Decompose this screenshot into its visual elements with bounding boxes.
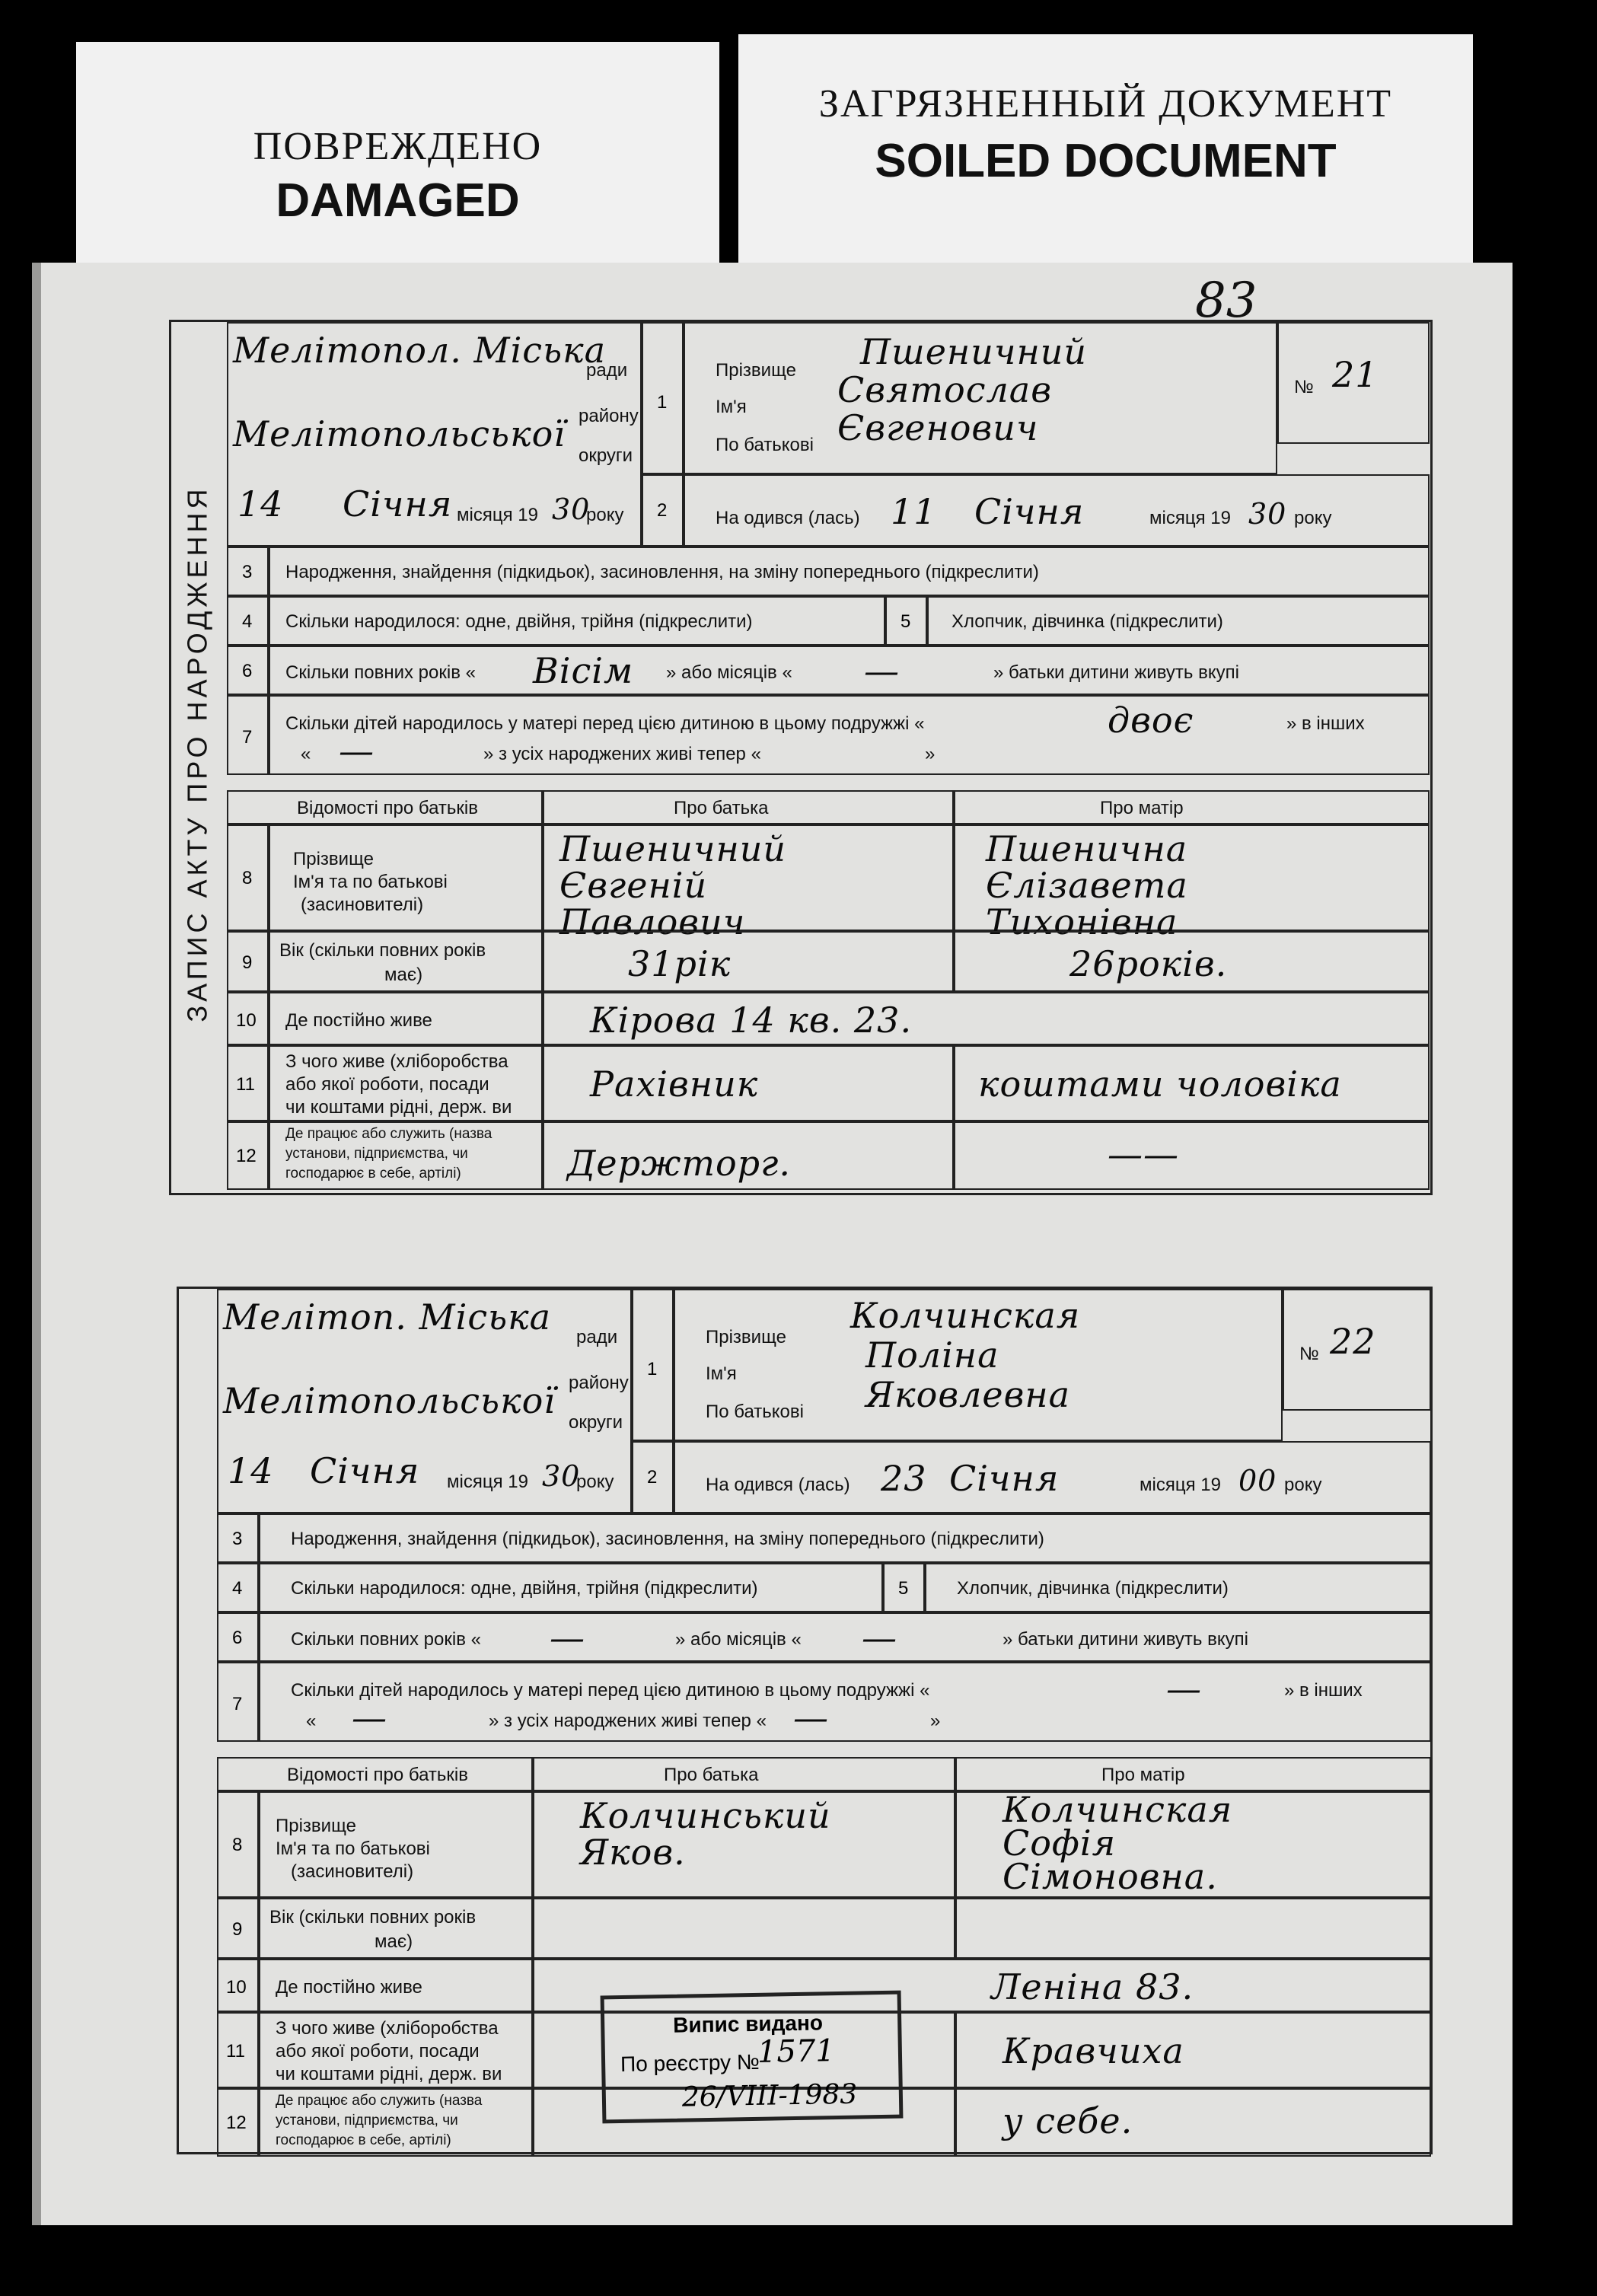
row-11-label-b: або якої роботи, посади	[276, 2041, 480, 2062]
row-10-label: Де постійно живе	[285, 1010, 432, 1031]
rada-label: ради	[586, 360, 628, 381]
mother-age: 26років.	[1069, 943, 1228, 984]
reg-month: Січня	[343, 483, 453, 525]
row-11-label-c: чи коштами рідні, держ. ви	[285, 1097, 512, 1118]
row-11-label-a: З чого живе (хліборобства	[276, 2018, 499, 2039]
father-header: Про батька	[664, 1765, 759, 1785]
row-11-label-b: або якої роботи, посади	[285, 1074, 489, 1095]
surname-label: Прізвище	[716, 360, 796, 381]
father-employer: Держторг.	[567, 1143, 791, 1184]
row-10-label: Де постійно живе	[276, 1977, 422, 1998]
child-name: Святослав	[837, 369, 1052, 410]
record-number-box	[1283, 1289, 1431, 1411]
okrug-value: Мелітопольської	[233, 413, 566, 454]
birth-year: 30	[1248, 497, 1287, 531]
row-4	[259, 1563, 883, 1612]
children-alive: —	[793, 1697, 829, 1738]
years-together: Вісім	[533, 650, 634, 691]
row-7-text-d: » з усіх народжених живі тепер «	[489, 1711, 767, 1731]
birth-roku-label: року	[1294, 508, 1332, 528]
reg-month: Січня	[310, 1450, 420, 1491]
row-7-text-b: » в інших	[1286, 713, 1365, 734]
name-label: Ім'я	[716, 397, 747, 417]
stamp-date: 26/VIII-1983	[681, 2078, 858, 2113]
row-9-label-a: Вік (скільки повних років	[269, 1907, 477, 1928]
birth-record-1: Мелітопол. Міська ради району Мелітопольської округи 14 Січня місяця 19 30 року 1 2 Прізвище Пшеничний Ім'я Святослав По батькові Євгенович № 21 На одився (лась) 11 Січня місяця 19 30 року 3 Народження, знайдення (підкидьок), засиновлення, на зміну попереднього (підкреслити) 4 Скільки народилося: одне, двійня, трійня (підкреслити) 5 Хлопчик, дівчинка (підкреслити) 6 Скільки повних років « Вісім » або місяців « — » батьки дитини живуть вкупі 7 Скільки дітей народилось у матері перед цією дитиною в цьому подружжі « двоє » в інших « — » з усіх народжених живі тепер « » Відомості про батьків Про батька Про матір 8 Прізвище Ім'я та по батькові (засиновителі) Пшеничний Євгеній Павлович Пшенична Єлізавета Тихонівна 9 Вік (скільки повних років має) 31рік 26років. 10 Де постійно живе Кірова 14 кв. 23. 11 З чого живе (хліборобства або якої роботи, посади чи коштами рідні, держ. ви Рахівник коштами чоловіка 12 Де працює або служить (назва установи, підприємства, чи господарює в себе, артілі) Держторг. ——	[169, 320, 1433, 1195]
soiled-label	[738, 34, 1473, 263]
row-11-label-c: чи коштами рідні, держ. ви	[276, 2064, 502, 2084]
stamp-line-2: По реєстру №	[620, 2049, 760, 2077]
residence: Кірова 14 кв. 23.	[590, 1000, 913, 1041]
birth-month-label: місяця 19	[1140, 1475, 1221, 1495]
okrug-label: округи	[569, 1412, 623, 1433]
place-value: Мелітопол. Міська	[233, 330, 607, 371]
row-12-label-b: установи, підприємства, чи	[285, 1146, 468, 1162]
row-7-text-d: » з усіх народжених живі тепер «	[483, 744, 761, 764]
birth-month-label: місяця 19	[1149, 508, 1231, 528]
father-name: Колчинський Яков.	[580, 1795, 831, 1873]
okrug-value: Мелітопольської	[223, 1380, 556, 1421]
row-7-text-a: Скільки дітей народилось у матері перед цією дитиною в цьому подружжі «	[285, 713, 925, 734]
father-age: 31рік	[628, 943, 732, 984]
row-6-text-c: » батьки дитини живуть вкупі	[993, 662, 1239, 683]
row-12-label-c: господарює в себе, артілі)	[276, 2132, 451, 2148]
row-9-label-a: Вік (скільки повних років	[279, 940, 486, 961]
mother-header: Про матір	[1100, 798, 1184, 818]
row-9-label-b: має)	[384, 965, 423, 985]
row-7	[269, 695, 1430, 775]
roku-label: року	[586, 505, 624, 525]
okrug-label: округи	[579, 445, 633, 466]
reg-day: 14	[237, 483, 284, 525]
row-9-label-b: має)	[375, 1931, 413, 1952]
residence: Леніна 83.	[991, 1966, 1194, 2007]
side-title-text: ЗАПИС АКТУ ПРО НАРОДЖЕННЯ	[182, 485, 213, 1022]
children-other: —	[352, 1697, 387, 1738]
row-4	[269, 596, 885, 646]
row-7-text-c: «	[301, 744, 311, 764]
rada-label: ради	[576, 1327, 618, 1347]
row-4-text: Скільки народилося: одне, двійня, трійня (підкреслити)	[291, 1578, 758, 1599]
record-number-box	[1277, 322, 1430, 444]
mother-employer: ——	[1108, 1134, 1179, 1175]
mother-work: коштами чоловіка	[978, 1063, 1342, 1105]
row-8-label-b: Ім'я та по батькові	[293, 872, 448, 892]
mother-name: Колчинская Софія Сімоновна.	[1003, 1789, 1233, 1897]
father-name: Пшеничний Євгеній Павлович	[559, 828, 787, 942]
row-5	[927, 596, 1430, 646]
parents-header: Відомості про батьків	[297, 798, 478, 818]
row-3	[269, 547, 1430, 596]
row-12-label-a: Де працює або служить (назва	[285, 1126, 492, 1142]
damaged-label	[76, 42, 719, 270]
reg-month-label: місяця 19	[447, 1472, 528, 1492]
row-8-label-a: Прізвище	[293, 849, 374, 869]
mother-name: Пшенична Єлізавета Тихонівна	[986, 828, 1188, 942]
row-3-text: Народження, знайдення (підкидьок), засиновлення, на зміну попереднього (підкреслити)	[291, 1529, 1044, 1549]
surname-label: Прізвище	[706, 1327, 786, 1347]
row-8-label-c: (засиновителі)	[301, 894, 424, 915]
stamp-line-1: Випис видано	[672, 2011, 824, 2037]
birth-year: 00	[1238, 1464, 1277, 1497]
father-header: Про батька	[674, 798, 769, 818]
father-work: Рахівник	[590, 1063, 759, 1105]
row-6-text-a: Скільки повних років «	[285, 662, 476, 683]
roku-label: року	[576, 1472, 614, 1492]
record-number: 21	[1332, 354, 1379, 395]
row-5	[925, 1563, 1431, 1612]
row-8-label-c: (засиновителі)	[291, 1861, 414, 1882]
birth-day: 11	[891, 491, 937, 532]
no-label: №	[1299, 1344, 1319, 1364]
row-3	[259, 1513, 1431, 1563]
row-8-label-b: Ім'я та по батькові	[276, 1838, 430, 1859]
row-6	[269, 646, 1430, 695]
patronymic-label: По батькові	[716, 435, 814, 455]
row-12-label-c: господарює в себе, артілі)	[285, 1166, 461, 1181]
soiled-label-ru: ЗАГРЯЗНЕННЫЙ ДОКУМЕНТ	[818, 82, 1393, 126]
child-patronymic: Яковлевна	[865, 1374, 1071, 1415]
row-5-text: Хлопчик, дівчинка (підкреслити)	[957, 1578, 1229, 1599]
archive-stamp	[601, 1991, 904, 2124]
born-label: На одився (лась)	[716, 508, 860, 528]
row-6	[259, 1612, 1431, 1662]
row-6-text-b: » або місяців «	[666, 662, 792, 683]
children-before: —	[1166, 1668, 1202, 1709]
years-together: —	[550, 1617, 585, 1658]
name-label: Ім'я	[706, 1363, 737, 1384]
row-12-label-a: Де працює або служить (назва	[276, 2093, 483, 2109]
parents-header: Відомості про батьків	[287, 1765, 468, 1785]
months-together: —	[862, 1617, 897, 1658]
birth-month: Січня	[949, 1458, 1060, 1499]
row-7-text-e: »	[925, 744, 936, 764]
mother-work: Кравчиха	[1003, 2030, 1184, 2071]
row-6-text-c: » батьки дитини живуть вкупі	[1003, 1629, 1248, 1650]
children-other: —	[339, 730, 375, 771]
child-patronymic: Євгенович	[837, 407, 1039, 448]
no-label: №	[1294, 377, 1314, 397]
raion-label: району	[569, 1373, 629, 1393]
birth-day: 23	[881, 1458, 927, 1499]
row-12-label-b: установи, підприємства, чи	[276, 2113, 458, 2129]
child-name-block	[674, 1289, 1283, 1441]
damaged-label-ru: ПОВРЕЖДЕНО	[253, 125, 543, 168]
row-7-text-c: «	[306, 1711, 317, 1731]
registry-office-block	[227, 322, 642, 547]
record-number: 22	[1330, 1321, 1376, 1362]
reg-year: 30	[542, 1459, 581, 1493]
registry-office-block	[217, 1289, 632, 1513]
reg-month-label: місяця 19	[457, 505, 538, 525]
row-7-text-e: »	[930, 1711, 941, 1731]
row-4-text: Скільки народилося: одне, двійня, трійня (підкреслити)	[285, 611, 753, 632]
birth-roku-label: року	[1284, 1475, 1322, 1495]
birth-date-block	[674, 1441, 1431, 1513]
child-surname: Пшеничний	[860, 331, 1088, 372]
child-name: Поліна	[865, 1335, 999, 1376]
row-6-text-a: Скільки повних років «	[291, 1629, 481, 1650]
row-7-text-a: Скільки дітей народилось у матері перед цією дитиною в цьому подружжі «	[291, 1680, 930, 1701]
raion-label: району	[579, 406, 639, 426]
mother-employer: у себе.	[1003, 2100, 1133, 2141]
row-5-text: Хлопчик, дівчинка (підкреслити)	[952, 611, 1223, 632]
child-name-block	[684, 322, 1277, 474]
row-6-text-b: » або місяців «	[675, 1629, 802, 1650]
soiled-label-en: SOILED DOCUMENT	[875, 135, 1337, 187]
place-value: Мелітоп. Міська	[223, 1296, 552, 1338]
row-3-text: Народження, знайдення (підкидьок), засиновлення, на зміну попереднього (підкреслити)	[285, 562, 1039, 582]
birth-record-2: Мелітоп. Міська ради району Мелітопольської округи 14 Січня місяця 19 30 року 1 2 Прізвище Колчинская Ім'я Поліна По батькові Яковлевна № 22 На одився (лась) 23 Січня місяця 19 00 року 3 Народження, знайдення (підкидьок), засиновлення, на зміну попереднього (підкреслити) 4 Скільки народилося: одне, двійня, трійня (підкреслити) 5 Хлопчик, дівчинка (підкреслити) 6 Скільки повних років « — » або місяців « — » батьки дитини живуть вкупі 7 Скільки дітей народилось у матері перед цією дитиною в цьому подружжі « — » в інших « — » з усіх народжених живі тепер « — » Відомості про батьків Про батька Про матір 8 Прізвище Ім'я та по батькові (засиновителі) Колчинський Яков. Колчинская Софія Сімоновна. 9 Вік (скільки повних років має) 10 Де постійно живе Леніна 83. 11 З чого живе (хліборобства або якої роботи, посади чи коштами рідні, держ. ви Кравчиха 12 Де працює або служить (назва установи, підприємства, чи господарює в себе, артілі) у себе.	[177, 1287, 1433, 2154]
sheet-number: 83	[1195, 273, 1258, 329]
stamp-reg-no: 1571	[757, 2033, 836, 2070]
reg-day: 14	[228, 1450, 274, 1491]
reg-year: 30	[552, 493, 591, 526]
child-surname: Колчинская	[850, 1295, 1081, 1336]
birth-date-block	[684, 474, 1430, 547]
damaged-label-en: DAMAGED	[276, 174, 520, 227]
born-label: На одився (лась)	[706, 1475, 850, 1495]
children-before: двоє	[1108, 700, 1194, 741]
row-8-label-a: Прізвище	[276, 1816, 356, 1836]
row-7	[259, 1662, 1431, 1742]
birth-month: Січня	[974, 491, 1085, 532]
mother-header: Про матір	[1101, 1765, 1185, 1785]
patronymic-label: По батькові	[706, 1402, 804, 1422]
months-together: —	[864, 650, 900, 691]
row-7-text-b: » в інших	[1284, 1680, 1363, 1701]
row-11-label-a: З чого живе (хліборобства	[285, 1051, 508, 1072]
